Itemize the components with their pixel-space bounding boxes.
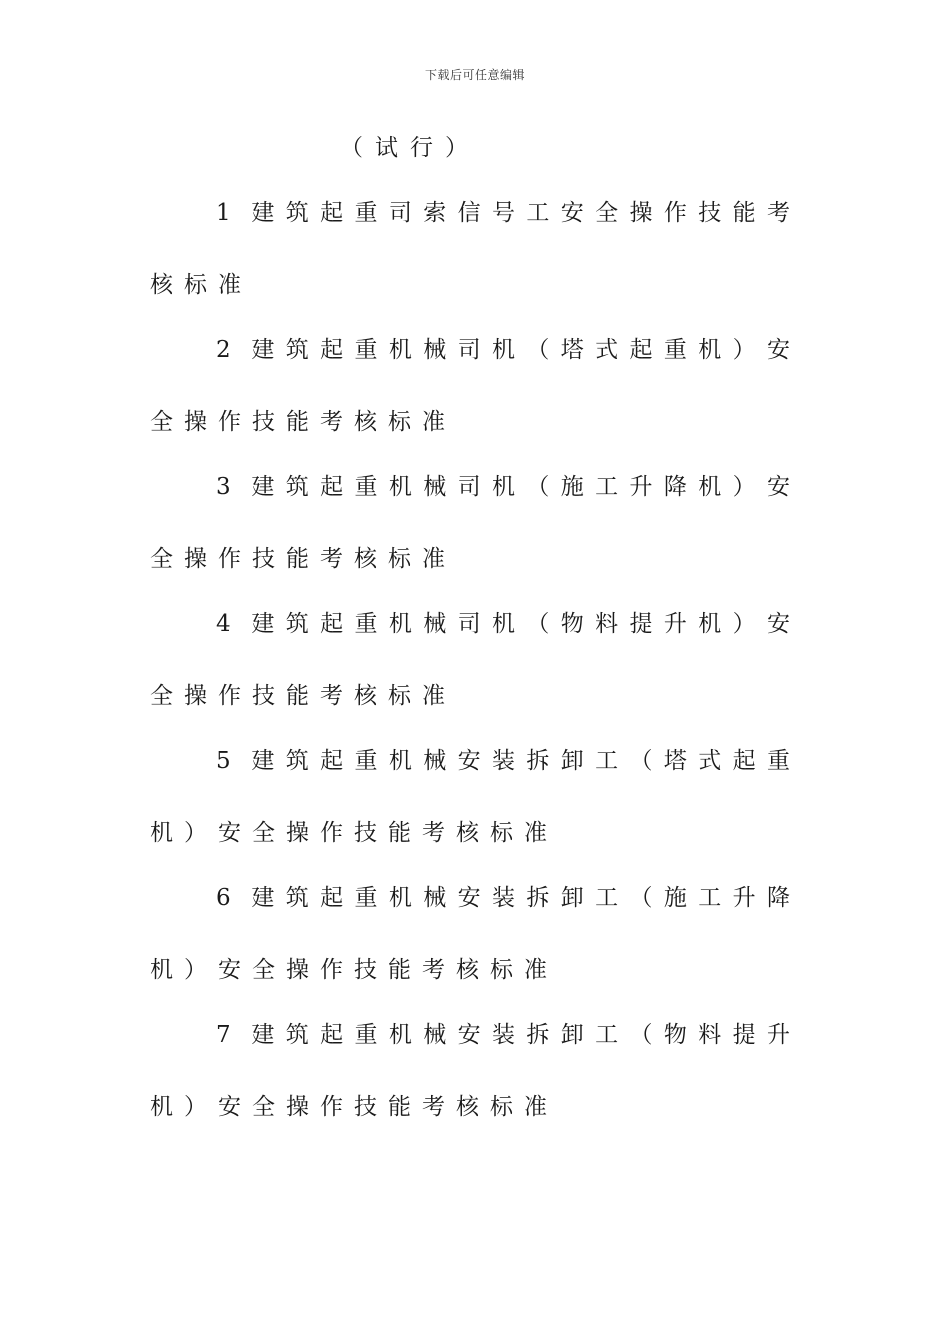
page-header: 下载后可任意编辑 — [424, 68, 525, 82]
list-item-continuation: 全操作技能考核标准 — [150, 683, 456, 709]
list-item — [150, 330, 792, 442]
standards-list — [150, 193, 792, 1127]
list-item-first-line: 5 建筑起重机械安装拆卸工（塔式起重 — [216, 748, 792, 774]
list-item-continuation: 核标准 — [150, 272, 252, 298]
list-item-continuation: 全操作技能考核标准 — [150, 546, 456, 572]
list-item-first-line: 4 建筑起重机械司机（物料提升机）安 — [216, 611, 792, 637]
list-item-continuation: 机）安全操作技能考核标准 — [150, 957, 558, 983]
document-subtitle: （试行） — [340, 135, 480, 161]
list-item — [150, 878, 792, 990]
list-item-continuation: 机）安全操作技能考核标准 — [150, 1094, 558, 1120]
list-item-first-line: 6 建筑起重机械安装拆卸工（施工升降 — [216, 885, 792, 911]
list-item-continuation: 全操作技能考核标准 — [150, 409, 456, 435]
list-item-first-line: 2 建筑起重机械司机（塔式起重机）安 — [216, 337, 792, 363]
list-item-continuation: 机）安全操作技能考核标准 — [150, 820, 558, 846]
list-item-first-line: 3 建筑起重机械司机（施工升降机）安 — [216, 474, 792, 500]
list-item — [150, 604, 792, 716]
list-item-first-line: 7 建筑起重机械安装拆卸工（物料提升 — [216, 1022, 792, 1048]
list-item-first-line: 1 建筑起重司索信号工安全操作技能考 — [216, 200, 792, 226]
document-body — [150, 128, 792, 1127]
list-item — [150, 193, 792, 305]
list-item — [150, 741, 792, 853]
list-item — [150, 1015, 792, 1127]
list-item — [150, 467, 792, 579]
